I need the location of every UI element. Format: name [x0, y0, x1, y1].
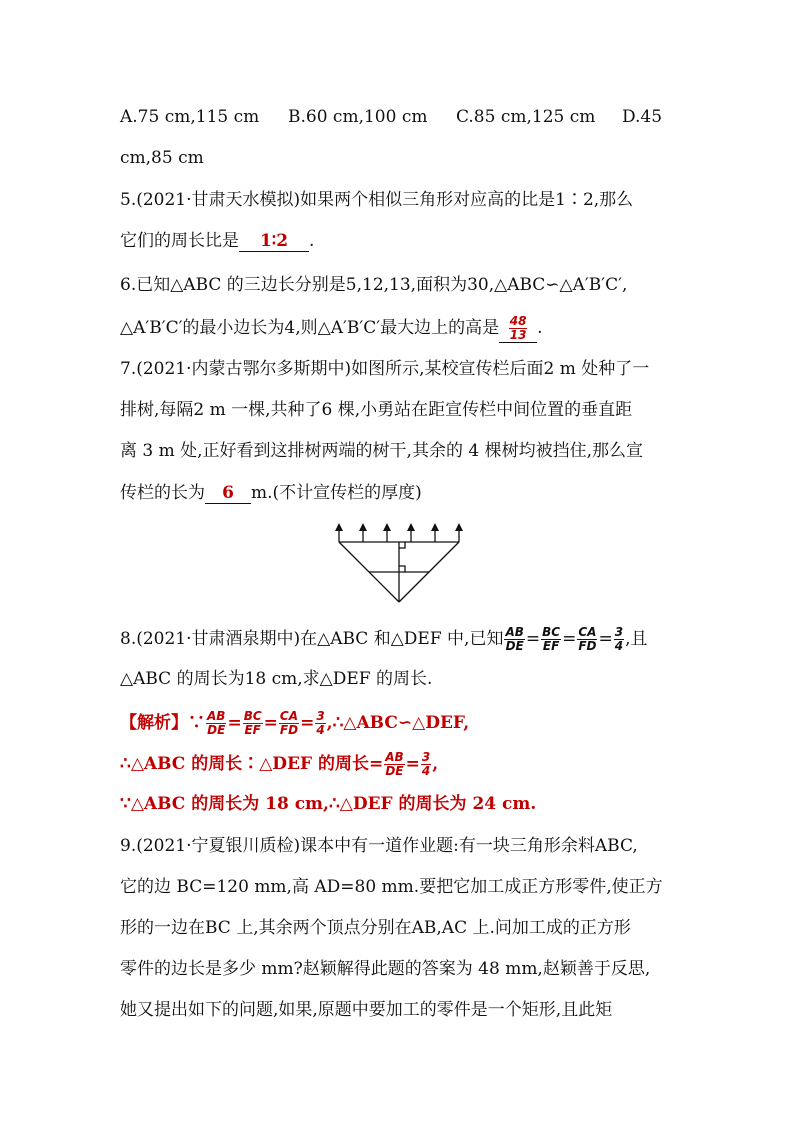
- q8-solution-line3: ∵△ABC 的周长为 18 cm,∴△DEF 的周长为 24 cm.: [120, 794, 537, 814]
- q6-answer-blank: [499, 315, 537, 343]
- solution-tag: 【解析】: [120, 713, 188, 733]
- q8-frac-ca-fd: $\frac{CA}{FD}$: [578, 625, 597, 653]
- q5-answer-blank: 1∶2: [239, 231, 309, 252]
- q8-frac-bc-ef: $\frac{BC}{EF}$: [542, 625, 561, 653]
- q9-line3: 形的一边在BC 上,其余两个顶点分别在AB,AC 上.问加工成的正方形: [120, 918, 631, 938]
- q5-line1: 5.(2021·甘肃天水模拟)如果两个相似三角形对应高的比是1∶2,那么: [120, 190, 634, 210]
- q9-line4: 零件的边长是多少 mm?赵颖解得此题的答案为 48 mm,赵颖善于反思,: [120, 959, 651, 979]
- q4-option-wrap: cm,85 cm: [120, 148, 204, 168]
- q4-option-a: A.75 cm,115 cm: [120, 107, 260, 127]
- q4-option-b: B.60 cm,100 cm: [288, 107, 428, 127]
- right-angle-mark-top: [399, 542, 405, 548]
- q9-line5: 她又提出如下的问题,如果,原题中要加工的零件是一个矩形,且此矩: [120, 1000, 613, 1020]
- q8-line1: 8.(2021·甘肃酒泉期中)在△ABC 和△DEF 中,已知 $\frac{AB}{DE}$ = $\frac{BC}{EF}$ = $\frac{CA}{FD}$ = $\frac{3}{4}$ ,且: [120, 625, 648, 653]
- q7-line3: 离 3 m 处,正好看到这排树两端的树干,其余的 4 棵树均被挡住,那么宣: [120, 441, 643, 461]
- q7-line4: 传栏的长为 6 m.(不计宣传栏的厚度): [120, 483, 422, 503]
- q9-line2: 它的边 BC=120 mm,高 AD=80 mm.要把它加工成正方形零件,使正方: [120, 877, 663, 897]
- q7-figure: [329, 522, 469, 604]
- q8-line2: △ABC 的周长为18 cm,求△DEF 的周长.: [120, 669, 433, 689]
- q4-option-c: C.85 cm,125 cm: [456, 107, 596, 127]
- q6-line1: 6.已知△ABC 的三边长分别是5,12,13,面积为30,△ABC∽△A′B′C′,: [120, 275, 628, 295]
- q6-line2: △A′B′C′的最小边长为4,则△A′B′C′最大边上的高是 $\frac{48}{13}$ .: [120, 314, 543, 342]
- q7-line1: 7.(2021·内蒙古鄂尔多斯期中)如图所示,某校宣传栏后面2 m 处种了一: [120, 359, 650, 379]
- q7-answer-blank: 6: [205, 483, 251, 504]
- q8-solution-line2: ∴△ABC 的周长∶△DEF 的周长= $\frac{AB}{DE}$ = $\frac{3}{4}$ ,: [120, 750, 439, 778]
- q5-line2: 它们的周长比是 1∶2 .: [120, 231, 315, 251]
- q7-line2: 排树,每隔2 m 一棵,共种了6 棵,小勇站在距宣传栏中间位置的垂直距: [120, 400, 633, 420]
- q6-answer-fraction: $\frac{48}{13}$: [509, 314, 527, 342]
- q4-option-d: D.45: [622, 107, 663, 127]
- q8-frac-3-4: $\frac{3}{4}$: [614, 625, 624, 653]
- q9-line1: 9.(2021·宁夏银川质检)课本中有一道作业题:有一块三角形余料ABC,: [120, 836, 638, 856]
- right-angle-mark-mid: [399, 566, 405, 572]
- q8-solution-line1: 【解析】∵ $\frac{AB}{DE}$ = $\frac{BC}{EF}$ = $\frac{CA}{FD}$ = $\frac{3}{4}$ ,∴△ABC∽△DEF,: [120, 709, 470, 737]
- q8-frac-ab-de: $\frac{AB}{DE}$: [505, 625, 524, 653]
